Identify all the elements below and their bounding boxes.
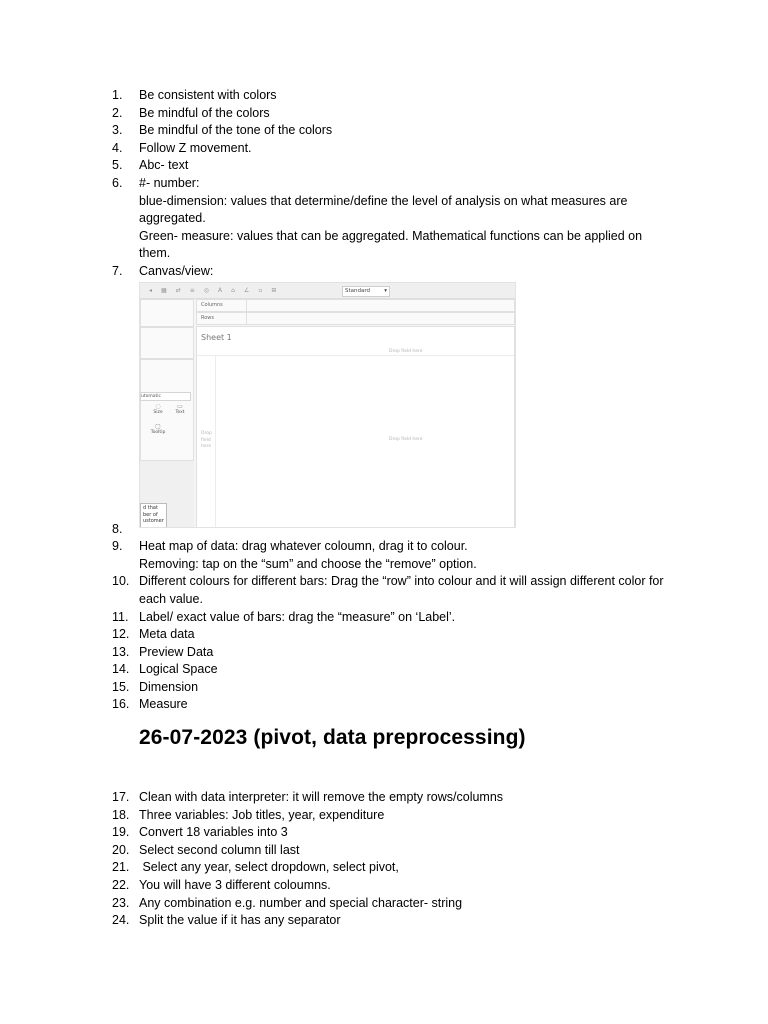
chevron-down-icon: ▾ — [384, 288, 387, 294]
sheet-title: Sheet 1 — [201, 333, 232, 342]
list-item — [112, 912, 672, 930]
list-number: 16. — [112, 697, 130, 712]
list-text: You will have 3 different coloumns. — [139, 877, 331, 892]
tooltip-icon: ▢ — [155, 423, 161, 430]
list-text: Split the value if it has any separator — [139, 913, 341, 928]
filters-card — [140, 327, 194, 359]
list-text: Clean with data interpreter: it will remove the empty rows/columns — [139, 790, 504, 804]
list-number: 14. — [112, 662, 130, 677]
size-mark — [150, 403, 166, 415]
list-text: Logical Space — [139, 662, 218, 677]
list-text: Select second column till last — [139, 842, 300, 857]
list-text: Convert 18 variables into 3 — [139, 825, 288, 840]
list-item — [112, 175, 672, 193]
list-item — [112, 87, 672, 105]
list-number: 23. — [112, 895, 130, 910]
list-text: Abc- text — [139, 158, 189, 173]
list-text: Three variables: Job titles, year, expenditure — [139, 807, 385, 822]
list-item — [112, 789, 672, 807]
list-text: Label/ exact value of bars: drag the “measure” on ‘Label’. — [139, 609, 456, 624]
rows-label: Rows — [197, 313, 247, 324]
text-label: Text — [175, 410, 185, 415]
columns-shelf — [196, 299, 515, 312]
columns-label: Columns — [197, 300, 247, 311]
list-text: Select any year, select dropdown, select pivot, — [139, 860, 399, 875]
list-text: Dimension — [139, 679, 199, 694]
list-item — [112, 573, 672, 608]
list-number: 6. — [112, 175, 123, 190]
list-number: 24. — [112, 913, 130, 928]
list-item — [112, 140, 672, 158]
list-item — [112, 105, 672, 123]
list-item — [112, 644, 672, 662]
list-subparagraph: blue-dimension: values that determine/define the level of analysis on what measures are aggregated. — [139, 193, 628, 226]
list-number: 5. — [112, 158, 123, 173]
drop-zone-top: Drop field here — [389, 349, 423, 354]
format-icon: ⊞ — [271, 287, 277, 294]
list-number: 1. — [112, 88, 123, 102]
left-panel — [140, 299, 194, 527]
section-heading: 26-07-2023 (pivot, data preprocessing) — [139, 726, 526, 749]
list-text: Preview Data — [139, 644, 214, 659]
tooltip-mark — [150, 423, 166, 435]
list-item — [112, 609, 672, 627]
marks-type-value: utomatic — [141, 394, 161, 399]
list-text: Canvas/view: — [139, 263, 214, 278]
divider — [197, 355, 514, 356]
size-icon: ◌ — [155, 403, 161, 410]
undo-icon: ◂ — [149, 287, 153, 294]
drop-zone-left: Drop field here — [201, 431, 212, 449]
pin-icon: ⌂ — [231, 287, 235, 294]
drop-zone-center: Drop field here — [389, 437, 423, 442]
tooltip-callout: d that ber of ustomer — [140, 503, 167, 528]
text-mark — [172, 403, 188, 415]
list-item — [112, 263, 672, 281]
list-number: 20. — [112, 842, 130, 857]
pages-card — [140, 299, 194, 327]
list-text: Be mindful of the tone of the colors — [139, 123, 333, 138]
list-number: 9. — [112, 539, 123, 554]
list-item — [112, 859, 672, 877]
list-item — [112, 679, 672, 697]
list-item — [112, 807, 672, 825]
list-item — [112, 661, 672, 679]
list-text: Be mindful of the colors — [139, 105, 270, 120]
list-number: 4. — [112, 140, 123, 155]
list-number: 8. — [112, 521, 123, 536]
fit-select — [342, 286, 390, 297]
list-item — [112, 842, 672, 860]
list-item — [112, 538, 672, 556]
list-item — [112, 157, 672, 175]
chart-icon: ▦ — [161, 287, 167, 294]
list-item — [112, 824, 672, 842]
group-icon: ◎ — [203, 287, 209, 294]
list-number: 3. — [112, 123, 123, 138]
list-number: 10. — [112, 574, 130, 589]
tooltip-label: Tooltip — [150, 430, 166, 435]
list-text: Different colours for different bars: Drag the “row” into colour and it will assign different color for each value. — [139, 574, 664, 606]
divider — [215, 355, 216, 527]
list-item — [112, 626, 672, 644]
list-text: Measure — [139, 697, 188, 712]
fit-select-value: Standard — [345, 288, 371, 294]
list-text: Heat map of data: drag whatever coloumn, drag it to colour. — [139, 539, 468, 554]
list-text: Any combination e.g. number and special character- string — [139, 895, 463, 910]
list-item — [112, 122, 672, 140]
list-text: #- number: — [139, 175, 200, 190]
toolbar — [140, 283, 515, 299]
list-number: 22. — [112, 877, 130, 892]
list-number: 18. — [112, 807, 130, 822]
highlight-icon: ∠ — [243, 287, 250, 294]
list-text: Be consistent with colors — [139, 88, 277, 102]
canvas-screenshot-image — [139, 282, 516, 528]
rows-shelf — [196, 312, 515, 325]
list-item — [112, 895, 672, 913]
list-number: 21. — [112, 860, 130, 875]
list-text: Follow Z movement. — [139, 140, 252, 155]
list-number: 17. — [112, 790, 130, 804]
list-number: 19. — [112, 825, 130, 840]
marks-type-select — [140, 392, 191, 401]
list-item — [112, 877, 672, 895]
text-icon: ▭ — [177, 403, 183, 410]
sort-icon: ≡ — [189, 287, 195, 294]
list-number: 2. — [112, 105, 123, 120]
list-item — [112, 696, 672, 714]
label-icon: A — [218, 287, 223, 294]
size-label: Size — [153, 410, 163, 415]
list-subparagraph: Green- measure: values that can be aggregated. Mathematical functions can be applied on them. — [139, 228, 643, 261]
list-text: Meta data — [139, 627, 195, 642]
list-number: 13. — [112, 644, 130, 659]
list-number: 15. — [112, 679, 130, 694]
numbered-list-bottom — [112, 789, 672, 930]
swap-icon: ⇄ — [175, 287, 181, 294]
list-number: 7. — [112, 263, 123, 278]
list-number: 12. — [112, 627, 130, 642]
list-subparagraph: Removing: tap on the “sum” and choose the “remove” option. — [139, 556, 477, 571]
view-canvas — [196, 326, 515, 528]
fit-icon: ▫ — [258, 287, 263, 294]
list-number: 11. — [112, 609, 129, 624]
